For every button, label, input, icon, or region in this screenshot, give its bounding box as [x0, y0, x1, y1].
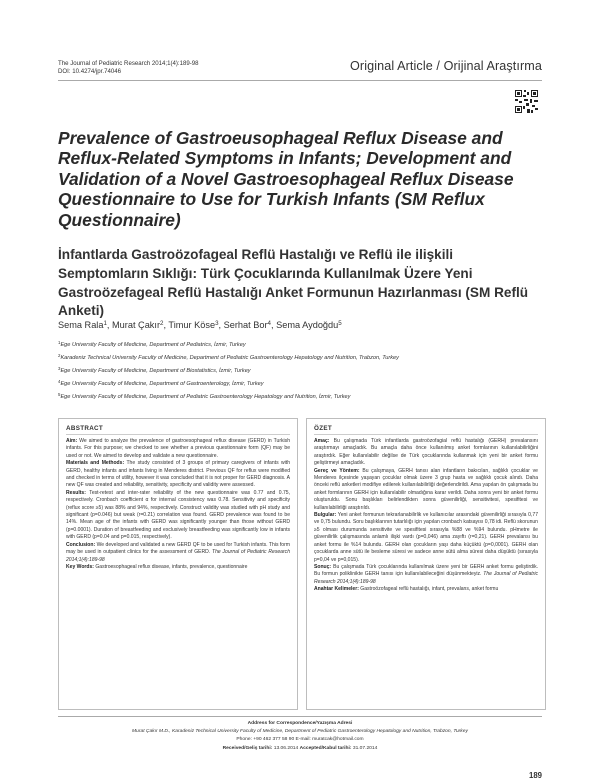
- author-list: Sema Rala$^1$, Murat Çakır$^2$, Timur Köse$^3$, Serhat Bor$^4$, Sema Aydoğdu$^5$: [58, 320, 342, 330]
- author: Murat Çakır$^2$: [112, 320, 164, 330]
- affiliation: $^2$Karadeniz Technical University Faculty of Medicine, Department of Pediatric Gastroenterology Hepatology and Nutrition, Trabzon, Turkey: [58, 352, 399, 361]
- footer-divider: [58, 716, 542, 717]
- journal-citation: [58, 60, 199, 76]
- affiliation: $^4$Ege University Faculty of Medicine, Department of Gastroenterology, İzmir, Turkey: [58, 378, 264, 387]
- header-divider: [58, 80, 542, 81]
- abstract-keywords: Key Words: Gastroesophageal reflux disease, infants, prevalence, questionnaire: [66, 563, 248, 570]
- ozet-amac: Amaç: Bu çalışmada Türk infantlarda gastroözofagial reflü hastalığı (GERH) prevalansını araştırmayı amaçladık. Bu amaçla daha önce kullanılmış anket formlarının kullanılabilirliğini araştırdık. Eğer kullanılabilir değilse de Türk çocuklarında kullanmak için yeni bir anket formu geliştirmeyi amaçladık.: [314, 438, 538, 467]
- abstract-turkish: [306, 418, 546, 710]
- abstract-results: Results: Test-retest and inter-rater reliability of the new questionnaire was 0.77 and 0.75, respectively. Cronbach coefficient α for internal consistency was 0.78. Sensitivity and specificity (reflux score ≥5) was 88% and 94%, respectively. Construct validity was studied with pH study and significant (p=0.046) but weak (r=0.21) correlation was found. GERD prevalence was found to be 14%. Mean age of the infants with GERD was significantly younger than those without GERD (p=0.0001). Duration of breastfeeding and exclusively breastfeeding was significantly low in infants with GERD (p=0.04 and p=0.015, respectively).: [66, 489, 290, 541]
- ozet-gerec: Gereç ve Yöntem: Bu çalışmaya, GERH tanısı alan infantların bakıcıları, sağlıklı çocuklar ve Menderes ilçesinde yaşayan çocuklar olmak üzere 3 grup hasta ve sağlıklı çocuk alındı. Daha önceki reflü anketleri modifiye edilerek kullanılabilirliği değerlendirildi. Ama yapılan ön çalışmada bu anket formlarının GERH için kullanılabilir olmadığına karar verildi. Daha sonra yeni bir anket formu oluşturuldu. Sonu başlıkları belirlendikten sonra güvenilirliği, sensitivitesi, spesifitesi ve kullanılabilirliği araştırıldı.: [314, 467, 538, 511]
- affiliation: $^5$Ege University Faculty of Medicine, Department of Pediatric Gastroenterology Hepatology and Nutrition, İzmir, Turkey: [58, 391, 351, 400]
- ozet-heading: ÖZET: [314, 425, 538, 435]
- journal-line: The Journal of Pediatric Research 2014;1(4):189-98: [58, 60, 199, 67]
- author: Sema Rala$^1$: [58, 320, 107, 330]
- affiliation-list: [58, 338, 546, 403]
- affiliation: $^1$Ege University Faculty of Medicine, Department of Pediatrics, İzmir, Turkey: [58, 340, 246, 348]
- abstract-english: [58, 418, 298, 710]
- abstract-conclusion: Conclusion: We developed and validated a new GERD QF to be used for Turkish infants. This form may be used in outpatient clinics for the assessment of GERD. The Journal of Pediatric Research 2014;1(4):189-98: [66, 541, 290, 563]
- correspondence-address: Murat Çakır M.D., Karadeniz Technical University Faculty of Medicine, Department of Pediatric Gastroenterology Hepatology and Nutrition, Trabzon, Turkey: [132, 729, 468, 735]
- submission-dates: Received/Geliş tarihi: 13.06.2014 Accepted/Kabul tarihi: 31.07.2014: [222, 745, 378, 751]
- correspondence-footer: [58, 720, 542, 753]
- author: Serhat Bor$^4$: [223, 320, 271, 330]
- abstract-methods: Materials and Methods: The study consisted of 3 groups of primary caregivers of infants with GERD, healthy infants and infants living in Menderes district. Previous QF for reflux were modified and checked in terms of utility, however it was concluded that it is not proper for GERD diagnosis. A new QF was created and reliability, sensitivity, specificity and validity were assessed.: [66, 460, 290, 489]
- author: Timur Köse$^3$: [168, 320, 219, 330]
- abstract-aim: Aim: We aimed to analyze the prevalence of gastroesophageal reflux disease (GERD) in Turkish infants. For this purpose; we checked to see whether a previous questionnaire form (QF) may be used or not. We aimed to develop and validate a new questionnaire.: [66, 438, 291, 459]
- ozet-sonuc: Sonuç: Bu çalışmada Türk çocuklarında kullanılmak üzere yeni bir GERH anket formu geliştirdik. Bu formun poliklinikte GERH tanısı için kullanılabileceğini düşünmekteyiz. The Journal of Pediatric Research 2014;1(4):189-98: [314, 563, 539, 585]
- correspondence-contact: Phone: +90 462 377 58 90 E-mail: muratcak@hotmail.com: [236, 737, 364, 743]
- article-title-turkish: İnfantlarda Gastroözofageal Reflü Hastalığı ve Reflü ile ilişkili Semptomların Sıklığı: Türk Çocuklarında Kullanılmak Üzere Yeni Gastroözefageal Reflü Hastalığı Anket Formunun Hazırlanması (SM Reflü Anketi): [58, 247, 529, 319]
- author: Sema Aydoğdu$^5$: [276, 320, 342, 330]
- ozet-bulgular: Bulgular: Yeni anket formunun tekrarlanabilirlik ve kullanıcılar arasındaki güvenilirliği sırasıyla 0,77 ve 0,75 bulundu. Soru başlıklarının tutarlılığı için yapılan cronbach katsayısı 0,78 idi. Reflü skorunun ≥5 olması durumunda sensitivite ve spesifitesi sırasıyla %88 ve %94 bulundu. pHmetre ile güvenilirlik çalışmasında anlamlı ilişki vardı (p=0,046) ama zayıftı (r=0,21). GERH prevalansı bu anket formu ile %14 bulundu. GERH olan çocukların yaşı daha küçüktü (p=0,0001). GERH olan çocuklarda anne sütü ile besleme süresi ve sadece anne sütü alma süresi daha düşüktü (sırasıyla p=0,04 ve p=0,015).: [314, 512, 538, 563]
- affiliation: $^3$Ege University Faculty of Medicine, Department of Biostatistics, İzmir, Turkey: [58, 365, 251, 374]
- correspondence-heading: Address for Correspondence/Yazışma Adresi: [247, 721, 353, 726]
- article-title-english: Prevalence of Gastroeusophageal Reflux Disease and Reflux-Related Symptoms in Infants; Development and Validation of a Novel Gastroesophageal Reflux Disease Questionnaire to Use for Turkish Infants (SM Reflux Questionnaire): [58, 128, 514, 230]
- ozet-keywords: Anahtar Kelimeler: Gastroözofageal reflü hastalığı, infant, prevalans, anket formu: [314, 586, 499, 593]
- abstract-heading: ABSTRACT: [66, 425, 290, 435]
- qr-code-icon: [514, 89, 539, 114]
- article-type: Original Article / Orijinal Araştırma: [350, 59, 542, 73]
- doi-line: DOI: 10.4274/jpr.74046: [58, 68, 122, 76]
- page-number: 189: [528, 771, 542, 780]
